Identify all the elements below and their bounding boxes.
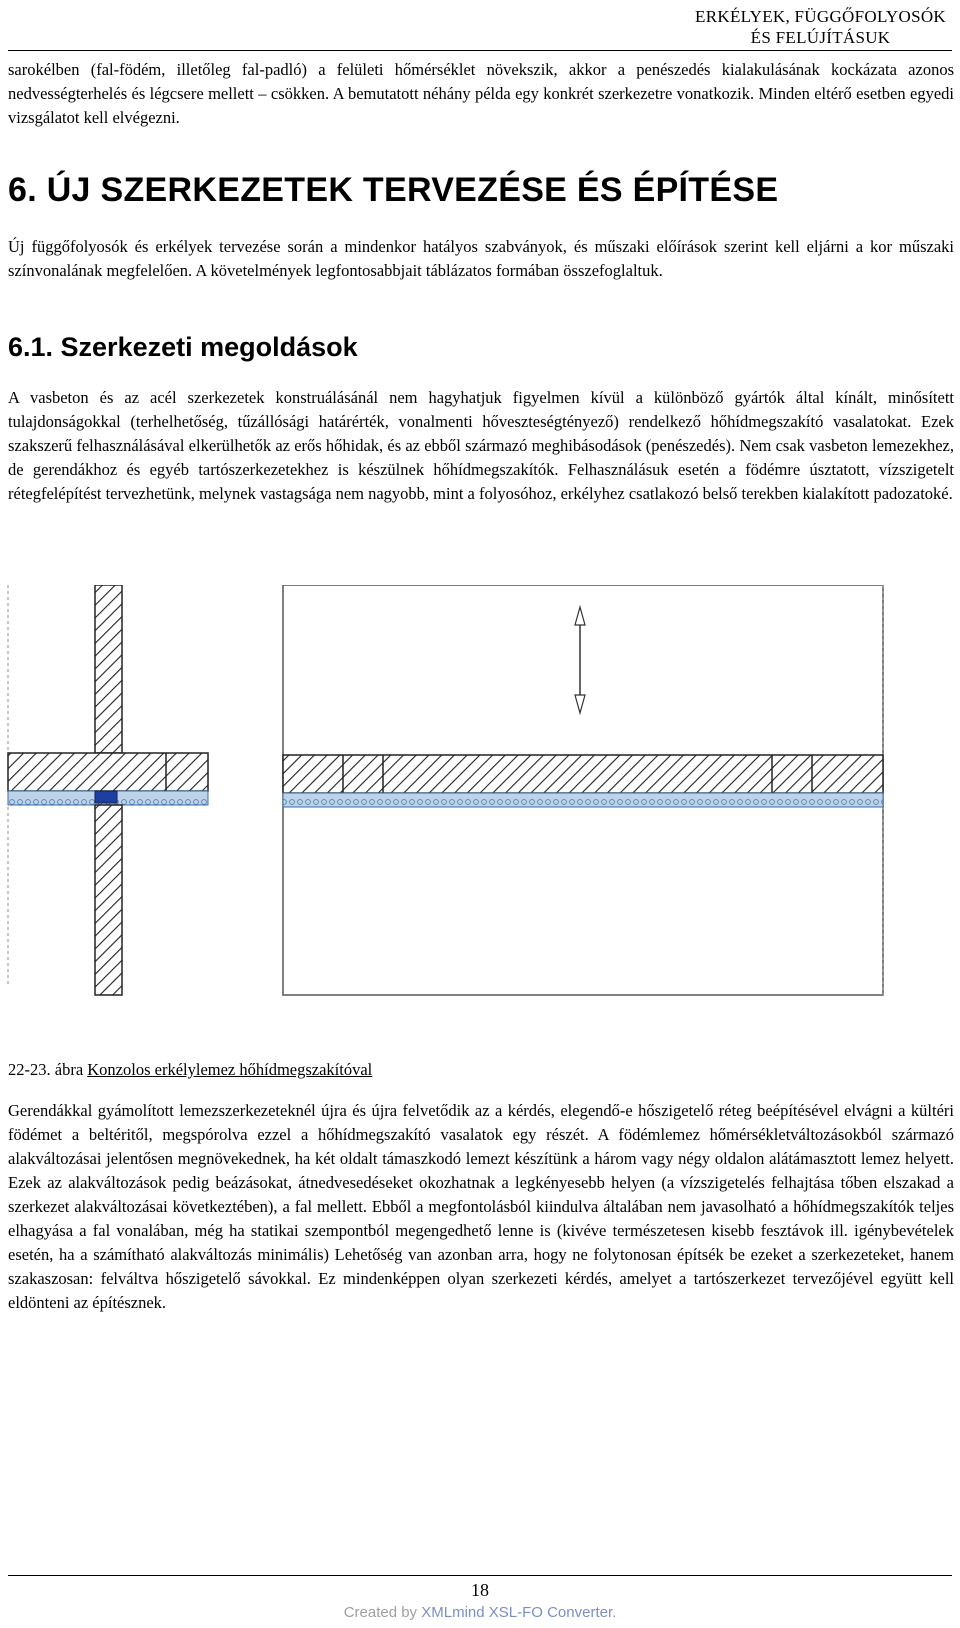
subsection-heading: 6.1. Szerkezeti megoldások [8, 332, 358, 362]
figure-caption [8, 1058, 372, 1082]
left-section-drawing [8, 585, 208, 995]
final-paragraph: Gerendákkal gyámolított lemezszerkezeteknél újra és újra felvetődik az a kérdés, elegendő-e hőszigetelő réteg beépítésével elvágni a kültéri födémet a beltéritől, megspórolva ezzel a hőhídmegszakító vasalatok egy részét. A födémlemez hőmérsékletváltozásokból származó alakváltozásai jelentősen megnövekednek, ha két oldalt támaszkodó lemezt készítünk a három vagy négy oldalon alátámasztott lemez helyett. Ezek az alakváltozások pedig beázásokat, átnedvesedéseket okozhatnak a legkényesebb helyen (a vízszigetelés felhajtása tőben elszakad a szerkezet alakváltozásai következtében), a fal mellett. Ebből a megfontolásból kiindulva általában nem javasolható a hőhídmegszakítók teljes elhagyása a fal vonalában, még ha statikai szempontból megengedhető lenne is (kivéve természetesen kisebb fesztávok ill. igénybevételek esetén, ha a számítható alakváltozás minimális) Lehetőség van azonban arra, hogy ne folytonosan építsék be ezeket a szerkezeteket, hanem szakaszosan: felváltva hőszigetelő sávokkal. Ez mindenképpen olyan szerkezeti kérdés, amelyet a tartószerkezet tervezőjével együtt kell eldönteni az építésznek. [8, 1101, 954, 1312]
page-number: 18 [471, 1580, 489, 1600]
running-header-line2: ÉS FELÚJÍTÁSUK [750, 28, 891, 47]
producer-brand-link[interactable]: XMLmind XSL-FO Converter. [421, 1604, 617, 1621]
figure-caption-number: 22-23. ábra [8, 1060, 84, 1079]
slab [8, 753, 208, 791]
section-heading: 6. ÚJ SZERKEZETEK TERVEZÉSE ÉS ÉPÍTÉSE [8, 171, 779, 209]
intro-paragraph: sarokélben (fal-födém, illetőleg fal-padló) a felületi hőmérséklet növekszik, akkor a penészedés kialakulásának kockázata azonos nedvességterhelés és légcsere mellett – csökken. A bemutatott néhány példa egy konkrét szerkezetre vonatkozik. Minden eltérő esetben egyedi vizsgálatot kell elvégezni. [8, 60, 954, 127]
footer-rule [8, 1575, 952, 1576]
wall-lower [95, 805, 122, 995]
thermal-break-element [95, 791, 117, 803]
figure-caption-text: Konzolos erkélylemez hőhídmegszakítóval [87, 1060, 373, 1079]
section-paragraph: Új függőfolyosók és erkélyek tervezése során a mindenkor hatályos szabványok, és műszaki előírások szerint kell eljárni a kor műszaki színvonalának megfelelően. A követelmények legfontosabbjait táblázatos formában összefoglaltuk. [8, 237, 954, 280]
wall-upper [95, 585, 122, 753]
figure-balcony-section [0, 585, 960, 1010]
producer-credit [0, 1603, 960, 1623]
insulation-layer-long [283, 793, 883, 807]
header-rule [8, 50, 952, 51]
running-header [695, 6, 946, 48]
double-arrow-icon [575, 607, 585, 713]
producer-prefix: Created by [343, 1604, 422, 1621]
running-header-line1: ERKÉLYEK, FÜGGŐFOLYOSÓK [695, 7, 946, 26]
right-section-drawing [283, 585, 883, 995]
slab-long [283, 755, 883, 793]
figure-drawing [0, 585, 960, 1005]
subsection-paragraph: A vasbeton és az acél szerkezetek konstruálásánál nem hagyhatjuk figyelmen kívül a különböző gyártók által kínált, minősített tulajdonságokkal (terhelhetőség, tűzállósági határérték, vonalmenti hőveszteségtényező) rendelkező hőhídmegszakító vasalatokat. Ezek szakszerű felhasználásával elkerülhetők az erős hőhidak, és az ebből származó meghibásodások (penészedés). Nem csak vasbeton lemezekhez, de gerendákhoz és egyéb tartószerkezetekhez is készülnek hőhídmegszakítók. Felhasználásuk esetén a födémre úsztatott, vízszigetelt rétegfelépítést tervezhetünk, melynek vastagsága nem nagyobb, mint a folyosóhoz, erkélyhez csatlakozó belső terekben kialakított padozatoké. [8, 388, 954, 503]
